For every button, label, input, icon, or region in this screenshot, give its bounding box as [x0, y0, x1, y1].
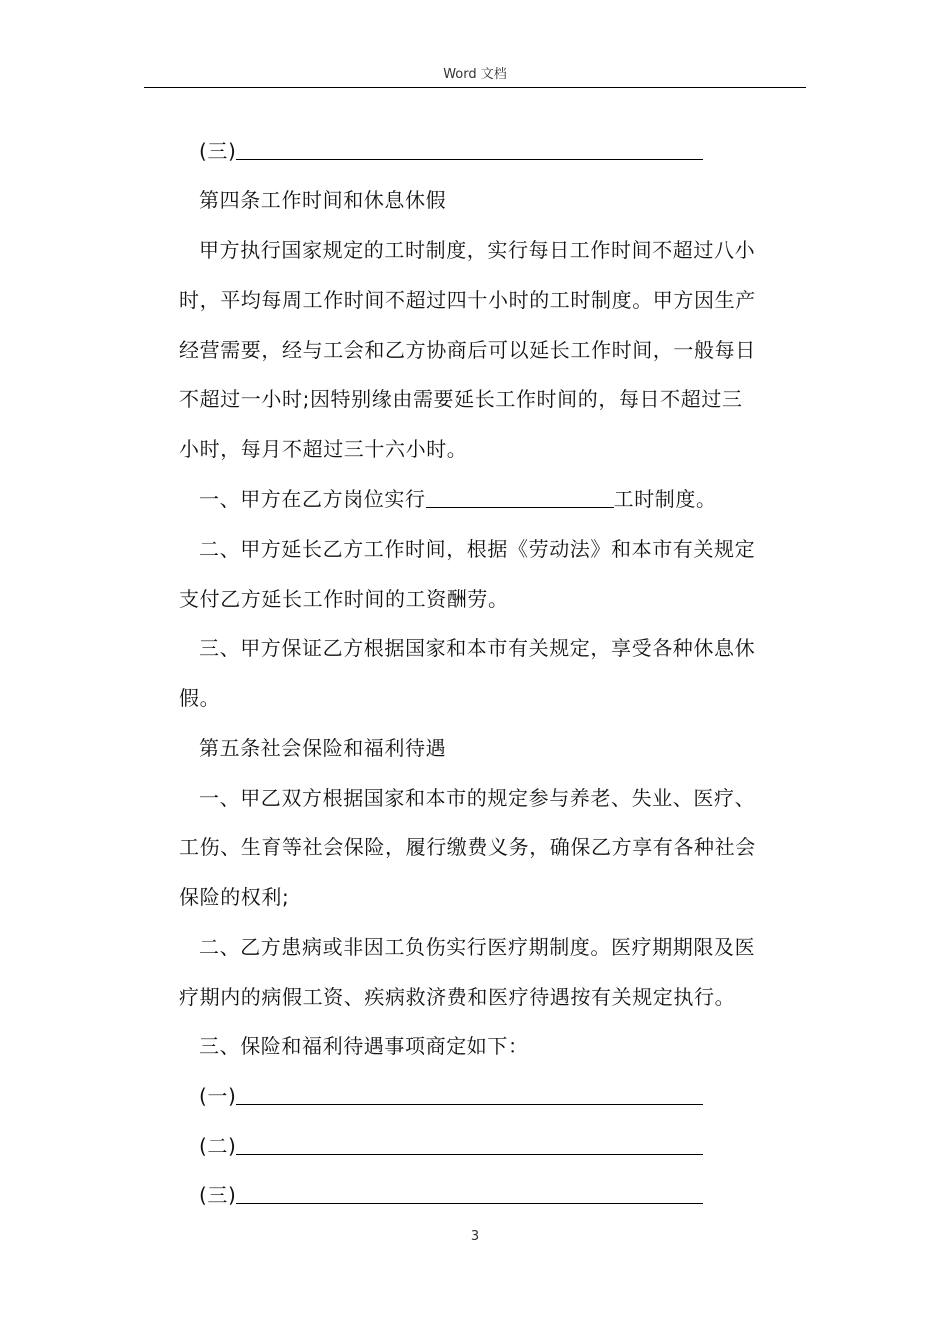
fill-in-blank[interactable]: [236, 1183, 703, 1204]
section-heading-article-5: 第五条社会保险和福利待遇: [199, 736, 447, 760]
item-prefix: (三): [199, 1183, 237, 1207]
paragraph-line: 工伤、生育等社会保险，履行缴费义务，确保乙方享有各种社会: [179, 835, 756, 859]
paragraph-line: 时，平均每周工作时间不超过四十小时的工时制度。甲方因生产: [179, 288, 756, 312]
paragraph-line: 三、甲方保证乙方根据国家和本市有关规定，享受各种休息休: [199, 636, 756, 660]
clause-with-blank: [199, 486, 717, 512]
blank-item-3: [199, 1182, 703, 1208]
paragraph-line: 不超过一小时;因特别缘由需要延长工作时间的，每日不超过三: [179, 387, 743, 411]
section-heading-article-4: 第四条工作时间和休息休假: [199, 188, 447, 212]
page-number: 3: [470, 1229, 480, 1244]
paragraph-line: 甲方执行国家规定的工时制度，实行每日工作时间不超过八小: [199, 238, 756, 262]
paragraph-line: 小时，每月不超过三十六小时。: [179, 437, 468, 461]
paragraph-line: 三、保险和福利待遇事项商定如下：: [199, 1034, 529, 1058]
clause-text: 工时制度。: [613, 487, 717, 511]
fill-in-blank[interactable]: [236, 1084, 703, 1105]
blank-item-1: [199, 1083, 703, 1109]
paragraph-line: 假。: [179, 686, 221, 710]
paragraph-line: 疗期内的病假工资、疾病救济费和医疗待遇按有关规定执行。: [179, 985, 736, 1009]
paragraph-line: 一、甲乙双方根据国家和本市的规定参与养老、失业、医疗、: [199, 786, 756, 810]
paragraph-line: 二、乙方患病或非因工负伤实行医疗期制度。医疗期期限及医: [199, 935, 756, 959]
clause-text: 一、甲方在乙方岗位实行: [199, 487, 426, 511]
blank-item-2: [199, 1133, 703, 1159]
fill-in-blank[interactable]: [236, 139, 703, 160]
item-prefix: (三): [199, 139, 237, 163]
header-divider: [144, 87, 806, 88]
fill-in-blank[interactable]: [426, 487, 614, 508]
paragraph-line: 二、甲方延长乙方工作时间，根据《劳动法》和本市有关规定: [199, 537, 756, 561]
fill-in-blank[interactable]: [236, 1134, 703, 1155]
page-header: Word 文档: [443, 67, 507, 82]
blank-item-3: [199, 138, 703, 164]
item-prefix: (一): [199, 1084, 237, 1108]
paragraph-line: 保险的权利;: [179, 885, 290, 909]
paragraph-line: 支付乙方延长工作时间的工资酬劳。: [179, 587, 509, 611]
paragraph-line: 经营需要，经与工会和乙方协商后可以延长工作时间，一般每日: [179, 338, 756, 362]
item-prefix: (二): [199, 1134, 237, 1158]
